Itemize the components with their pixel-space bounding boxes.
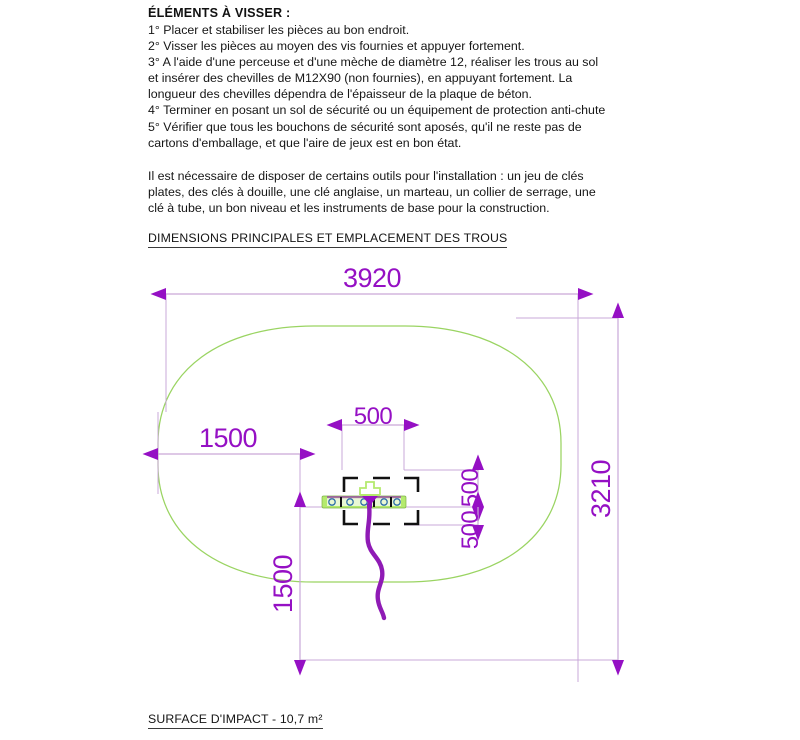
instruction-line: longueur des chevilles dépendra de l'épaisseur de la plaque de béton. [148,87,533,102]
instruction-line: et insérer des chevilles de M12X90 (non fournies), en appuyant fortement. La [148,71,573,86]
tools-line: Il est nécessaire de disposer de certains outils pour l'installation : un jeu de clés [148,168,584,183]
dimension-overall-height-label: 3210 [586,459,616,519]
instructions-heading: ÉLÉMENTS À VISSER : [148,6,291,20]
spring-element [368,505,384,618]
dimension-overall-width [166,263,578,294]
technical-drawing [0,262,800,692]
dimension-witness-lines [158,294,618,682]
instruction-line: 2° Visser les pièces au moyen des vis fournies et appuyer fortement. [148,39,525,54]
tools-line: plates, des clés à douille, une clé anglaise, un marteau, un collier de serrage, une [148,184,596,199]
instruction-line: 4° Terminer en posant un sol de sécurité ou un équipement de protection anti-chute [148,103,606,118]
section-title-dimensions: DIMENSIONS PRINCIPALES ET EMPLACEMENT DES TROUS [148,231,507,248]
instructions-block [148,6,668,216]
dimension-detail-height-upper [457,469,484,508]
tools-paragraph [148,168,668,216]
instruction-line: 5° Vérifier que tous les bouchons de sécurité sont aposés, qu'il ne reste pas de [148,119,582,134]
instruction-line: 1° Placer et stabiliser les pièces au bon endroit. [148,23,410,37]
dimension-overall-height [586,318,618,660]
dimension-overall-width-label: 3920 [342,263,402,293]
instruction-line: cartons d'emballage, et que l'aire de jeux est en bon état. [148,135,462,150]
dimension-offset-bottom [268,507,300,660]
dimension-offset-left [158,423,300,454]
dimension-detail-width-label: 500 [353,403,393,430]
dimension-detail-height-lower [457,507,484,549]
instruction-line: 3° A l'aide d'une perceuse et d'une mèche de diamètre 12, réaliser les trous au sol [148,55,599,70]
dimension-offset-bottom-label: 1500 [268,554,298,614]
dimension-detail-height-lower-label: 500 [457,510,484,550]
instructions-steps [148,22,668,151]
dimension-detail-width [342,403,404,430]
dimension-offset-left-label: 1500 [198,423,258,453]
tools-line: clé à tube, un bon niveau et les instruments de base pour la construction. [148,200,550,215]
dimension-detail-height-upper-label: 500 [457,468,484,508]
equipment-plan-view [322,482,406,508]
footer-title-impact-surface: SURFACE D'IMPACT - 10,7 m² [148,712,323,729]
